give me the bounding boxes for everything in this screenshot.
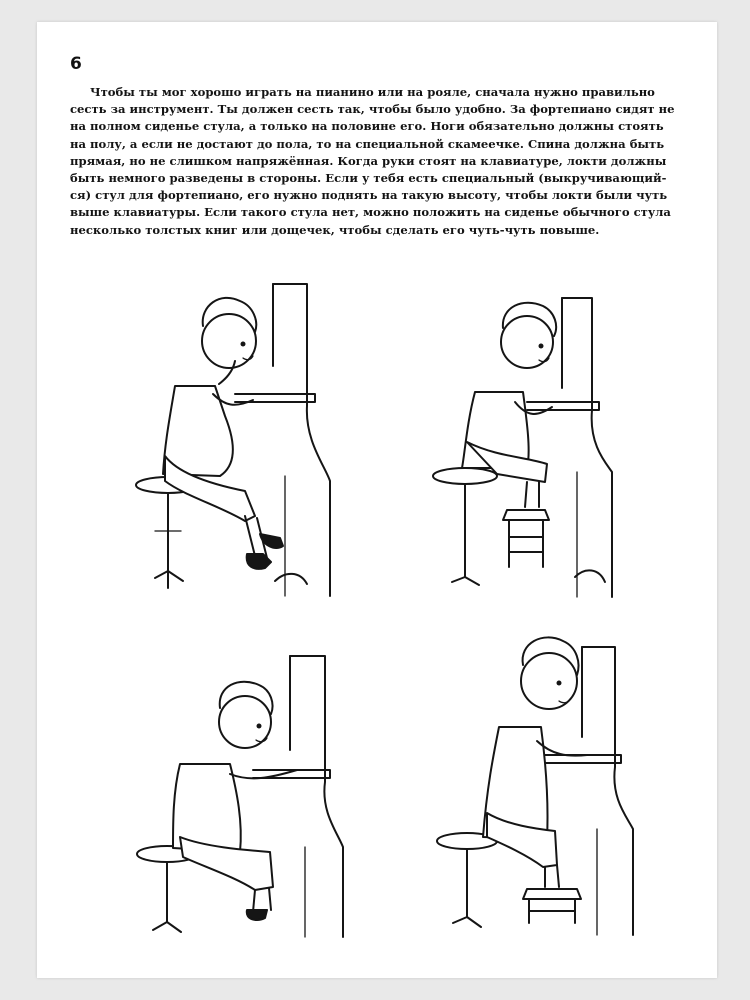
paragraph-line: на полном сиденье стула, а только на половине его. Ноги обязательно должны стоять <box>70 119 664 134</box>
book-page <box>37 22 717 978</box>
paragraph-line: на полу, а если не достают до пола, то на специальной скамеечке. Спина должна быть <box>70 136 665 151</box>
paragraph-line: Чтобы ты мог хорошо играть на пианино или на рояле, сначала нужно правильно <box>90 85 655 99</box>
page-number: 6 <box>70 54 82 74</box>
paragraph-line: выше клавиатуры. Если такого стула нет, можно положить на сиденье обычного стула <box>70 205 671 220</box>
paragraph-line: прямая, но не слишком напряжённая. Когда руки стоят на клавиатуре, локти должны <box>70 153 667 168</box>
paragraph-line: несколько толстых книг или дощечек, чтобы сделать его чуть-чуть повыше. <box>70 222 600 237</box>
instruction-paragraph <box>70 84 690 239</box>
illustration-low-stool <box>125 652 355 952</box>
paragraph-line: быть немного разведены в стороны. Если у тебя есть специальный (выкручивающий- <box>70 171 667 186</box>
illustration-footstool-correct <box>427 617 657 947</box>
paragraph-line: ся) стул для фортепиано, его нужно поднять на такую высоту, чтобы локти были чуть <box>70 188 668 203</box>
illustration-footstool-tall <box>427 292 657 612</box>
paragraph-line: сесть за инструмент. Ты должен сесть так, чтобы было удобно. За фортепиано сидят не <box>70 102 675 117</box>
illustration-feet-dangling <box>125 266 350 606</box>
